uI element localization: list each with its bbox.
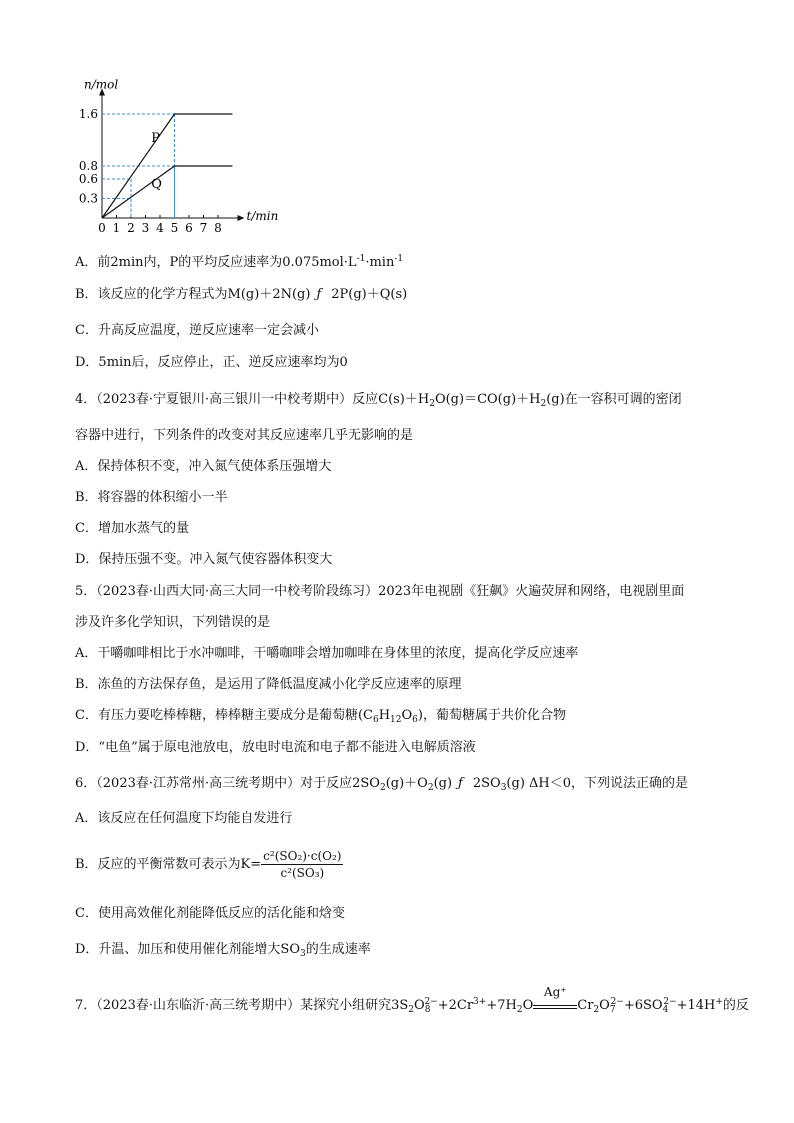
q4-stem-line1: [75, 391, 682, 413]
sub: 12: [390, 715, 402, 725]
sup: 2−: [663, 997, 677, 1007]
series-label-p: P: [151, 131, 161, 146]
q5-stem-line2: [75, 614, 270, 632]
q7-stem: [75, 985, 749, 1019]
sub: 2: [593, 1005, 600, 1015]
q7-h: +7H: [486, 998, 517, 1013]
q6-stem-a: 6．（2023春·江苏常州·高三统考期中）对于反应2SO: [75, 776, 380, 791]
q4-option-a-text: A．保持体积不变，冲入氮气使体系压强增大: [75, 459, 332, 474]
sup: 2−: [424, 997, 438, 1007]
x-tick-label: 1: [112, 221, 121, 235]
q5-option-a[interactable]: [75, 645, 578, 663]
q4-stem-2: 容器中进行，下列条件的改变对其反应速率几乎无影响的是: [75, 428, 414, 443]
q6-option-b-text: B．反应的平衡常数可表示为K=: [75, 857, 262, 872]
q4-option-d[interactable]: [75, 551, 332, 569]
q5-c-o: O: [401, 708, 413, 723]
x-axis-label: t/min: [246, 209, 279, 223]
q5-c-h: H: [378, 708, 391, 723]
sup: +: [715, 997, 723, 1007]
sub: 2: [408, 1005, 415, 1015]
double-line: [533, 1005, 577, 1009]
q4-stem-c: (g)在一容积可调的密闭: [546, 392, 682, 407]
q5-option-c[interactable]: [75, 707, 566, 729]
sub: 8: [424, 1005, 431, 1015]
q6-option-b[interactable]: [75, 848, 343, 882]
sub: 2: [427, 783, 434, 793]
sup: -1: [356, 254, 366, 264]
sub: 2: [540, 399, 547, 409]
q4-stem-line2: [75, 427, 413, 445]
sub: 4: [662, 1005, 669, 1015]
x-tick-label: 4: [156, 221, 164, 235]
q6-stem-c: (g): [433, 776, 453, 791]
q7-o3: O: [599, 998, 610, 1013]
q7-o: O: [414, 998, 425, 1013]
q3-option-a[interactable]: [75, 250, 403, 272]
q3-option-c[interactable]: [75, 322, 319, 340]
q5-option-d-text: D．“电鱼”属于原电池放电，放电时电流和电子都不能进入电解质溶液: [75, 740, 476, 755]
q3-option-d-text: D．5min后，反应停止，正、逆反应速率均为0: [75, 355, 348, 370]
series-label-q: Q: [151, 177, 162, 192]
sub: 7: [609, 1005, 616, 1015]
q4-option-d-text: D．保持压强不变。冲入氮气使容器体积变大: [75, 552, 333, 567]
fraction-numerator: c²(SO₂)·c(O₂): [263, 849, 342, 863]
q4-option-b-text: B．将容器的体积缩小一半: [75, 490, 228, 505]
q5-c-end: )，葡萄糖属于共价化合物: [417, 708, 566, 723]
q6-option-a-text: A．该反应在任何温度下均能自发进行: [75, 811, 293, 826]
sub: 2: [379, 783, 386, 793]
x-tick-label: 6: [185, 221, 193, 235]
x-axis-arrow: [238, 215, 245, 221]
q6-option-c-text: C．使用高效催化剂能降低反应的活化能和焓变: [75, 906, 345, 921]
q5-option-c-text: C．有压力要吃棒棒糖，棒棒糖主要成分是葡萄糖(C: [75, 708, 373, 723]
q4-stem-b: O(g)＝CO(g)＋H: [434, 392, 541, 407]
x-tick-label: 2: [127, 221, 135, 235]
q4-option-c-text: C．增加水蒸气的量: [75, 521, 189, 536]
sub: 3: [500, 783, 507, 793]
mol-time-chart: [70, 75, 280, 240]
q7-so: +6SO: [623, 998, 663, 1013]
sub: 3: [300, 949, 306, 959]
catalyst-label: Ag⁺: [543, 985, 567, 999]
q3-option-a-text: A．前2min内，P的平均反应速率为0.075mol·L: [75, 255, 357, 270]
q5-option-a-text: A．干嚼咖啡相比于水冲咖啡，干嚼咖啡会增加咖啡在身体里的浓度，提高化学反应速率: [75, 646, 579, 661]
chart-svg: [70, 75, 280, 240]
y-axis-label: n/mol: [84, 77, 119, 92]
q6-option-d[interactable]: [75, 941, 371, 963]
q4-stem-a: 4．（2023春·宁夏银川·高三银川一中校考期中）反应C(s)＋H: [75, 392, 430, 407]
q7-stem-a: 7．（2023春·山东临沂·高三统考期中）某探究小组研究3S: [75, 998, 409, 1013]
q4-option-b[interactable]: [75, 489, 228, 507]
q7-end: 的反: [722, 998, 749, 1013]
q5-option-b[interactable]: [75, 676, 462, 694]
x-tick-label: 0: [98, 221, 106, 235]
y-tick-label: 0.8: [78, 159, 98, 173]
y-tick-label: 0.6: [78, 172, 98, 186]
q5-option-b-text: B．冻鱼的方法保存鱼，是运用了降低温度减小化学反应速率的原理: [75, 677, 462, 692]
q6-option-d-text: D．升温、加压和使用催化剂能增大SO: [75, 942, 300, 957]
q6-stem-d: 2SO: [472, 776, 501, 791]
fraction-denominator: c²(SO₃): [280, 866, 325, 880]
q3-option-c-text: C．升高反应温度，逆反应速率一定会减小: [75, 323, 319, 338]
equilibrium-symbol: ƒ: [316, 287, 322, 302]
q7-o2: O: [522, 998, 534, 1013]
sub: 2: [516, 1005, 523, 1015]
q5-stem-line1: [75, 583, 684, 601]
series-line-q: [102, 166, 233, 218]
sup: 3+: [473, 997, 487, 1007]
q4-option-c[interactable]: [75, 520, 189, 538]
q3-option-b-text: B．该反应的化学方程式为M(g)＋2N(g): [75, 287, 311, 302]
y-tick-label: 1.6: [78, 107, 98, 121]
x-tick-label: 8: [214, 221, 222, 235]
sup: 2−: [610, 997, 624, 1007]
q3-option-b[interactable]: [75, 286, 407, 304]
q7-h2: +14H: [676, 998, 716, 1013]
q7-cr2: Cr: [577, 998, 594, 1013]
q6-stem-e: (g) ΔH＜0，下列说法正确的是: [506, 776, 689, 791]
q5-stem-2: 涉及许多化学知识，下列错误的是: [75, 615, 271, 630]
q6-stem-b: (g)＋O: [385, 776, 428, 791]
x-tick-label: 7: [199, 221, 208, 235]
y-tick-label: 0.3: [78, 191, 98, 206]
q6-stem: [75, 775, 688, 797]
equilibrium-constant-fraction: [261, 848, 343, 881]
sub: 6: [372, 715, 379, 725]
q3-option-b-end: 2P(g)＋Q(s): [331, 287, 408, 302]
sup: -1: [394, 254, 404, 264]
catalyst-arrow: [533, 985, 577, 1009]
q6-option-c[interactable]: [75, 905, 345, 923]
q6-option-a[interactable]: [75, 810, 292, 828]
equilibrium-symbol: ƒ: [458, 776, 463, 791]
sub: 6: [412, 715, 418, 725]
x-tick-label: 5: [170, 221, 179, 235]
q5-option-d[interactable]: [75, 739, 476, 757]
sub: 2: [429, 399, 435, 409]
q7-cr: +2Cr: [437, 998, 474, 1013]
x-tick-label: 3: [141, 221, 150, 235]
q3-option-d[interactable]: [75, 354, 348, 372]
q3-option-a-mid: ·min: [365, 255, 395, 270]
q6-option-d-end: 的生成速率: [305, 942, 371, 957]
q5-stem-1: 5．（2023春·山西大同·高三大同一中校考阶段练习）2023年电视剧《狂飙》火遍荧屏和网络，电视剧里面: [75, 584, 685, 599]
q4-option-a[interactable]: [75, 458, 331, 476]
